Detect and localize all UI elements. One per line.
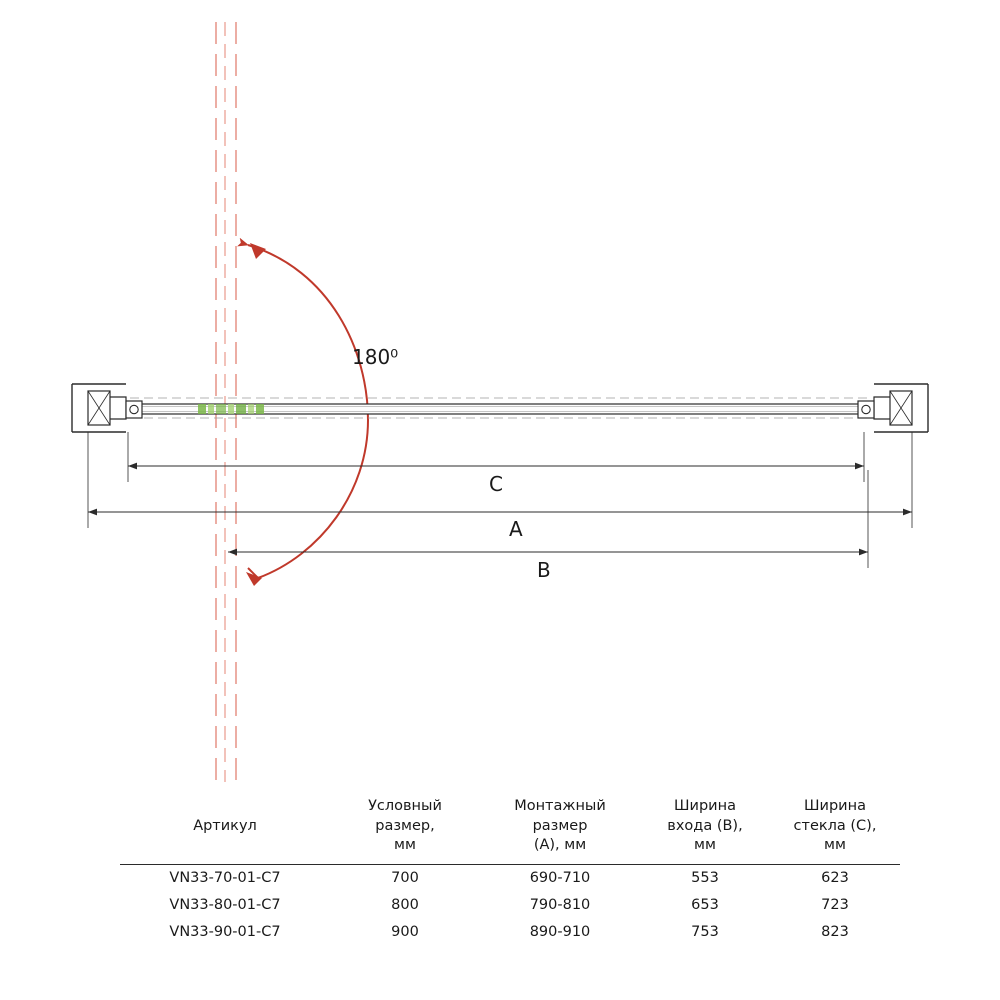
table-row	[120, 919, 900, 946]
cell-nominal-size: 900	[391, 923, 419, 940]
header-line: мм	[394, 837, 416, 854]
cell-entry-width: 553	[691, 869, 719, 886]
table-header-mounting-size	[480, 795, 640, 864]
header-line: Артикул	[193, 817, 257, 834]
right-wall-bracket	[874, 384, 928, 432]
wall-partition	[216, 22, 236, 782]
header-line: мм	[824, 837, 846, 854]
header-line: (А), мм	[533, 837, 587, 854]
cell-nominal-size: 700	[391, 869, 419, 886]
header-line: размер	[532, 817, 588, 834]
cell-glass-width: 823	[821, 923, 849, 940]
cell-glass-width: 623	[821, 869, 849, 886]
cell-entry-width: 753	[691, 923, 719, 940]
table-header-nominal-size	[330, 795, 480, 864]
table-header-glass-width	[770, 795, 900, 864]
dimension-b	[228, 432, 868, 570]
dimension-c-label: C	[489, 472, 503, 496]
header-line: Ширина	[804, 798, 866, 814]
header-line: входа (В),	[667, 817, 743, 834]
cell-mounting-size: 790-810	[529, 896, 591, 913]
cell-mounting-size: 690-710	[529, 869, 591, 886]
cell-glass-width: 723	[821, 896, 849, 913]
dimension-a-label: A	[509, 517, 523, 541]
cell-article: VN33-90-01-C7	[169, 923, 281, 940]
specification-table	[120, 795, 900, 946]
header-line: размер,	[375, 817, 435, 834]
header-line: мм	[694, 837, 716, 854]
table-row	[120, 892, 900, 919]
left-wall-bracket	[72, 384, 126, 432]
header-line: Ширина	[674, 798, 736, 814]
table-header-article	[120, 795, 330, 864]
dimension-b-label: B	[537, 558, 551, 582]
header-line: стекла (С),	[793, 817, 877, 834]
cell-entry-width: 653	[691, 896, 719, 913]
cell-article: VN33-70-01-C7	[169, 869, 281, 886]
header-line: Условный	[368, 798, 442, 814]
angle-label: 180⁰	[352, 345, 399, 369]
cell-mounting-size: 890-910	[529, 923, 591, 940]
table-header-entry-width	[640, 795, 770, 864]
cell-article: VN33-80-01-C7	[169, 896, 281, 913]
header-line: Монтажный	[514, 798, 606, 814]
table-row	[120, 864, 900, 892]
cell-nominal-size: 800	[391, 896, 419, 913]
glass-panel	[126, 398, 874, 418]
